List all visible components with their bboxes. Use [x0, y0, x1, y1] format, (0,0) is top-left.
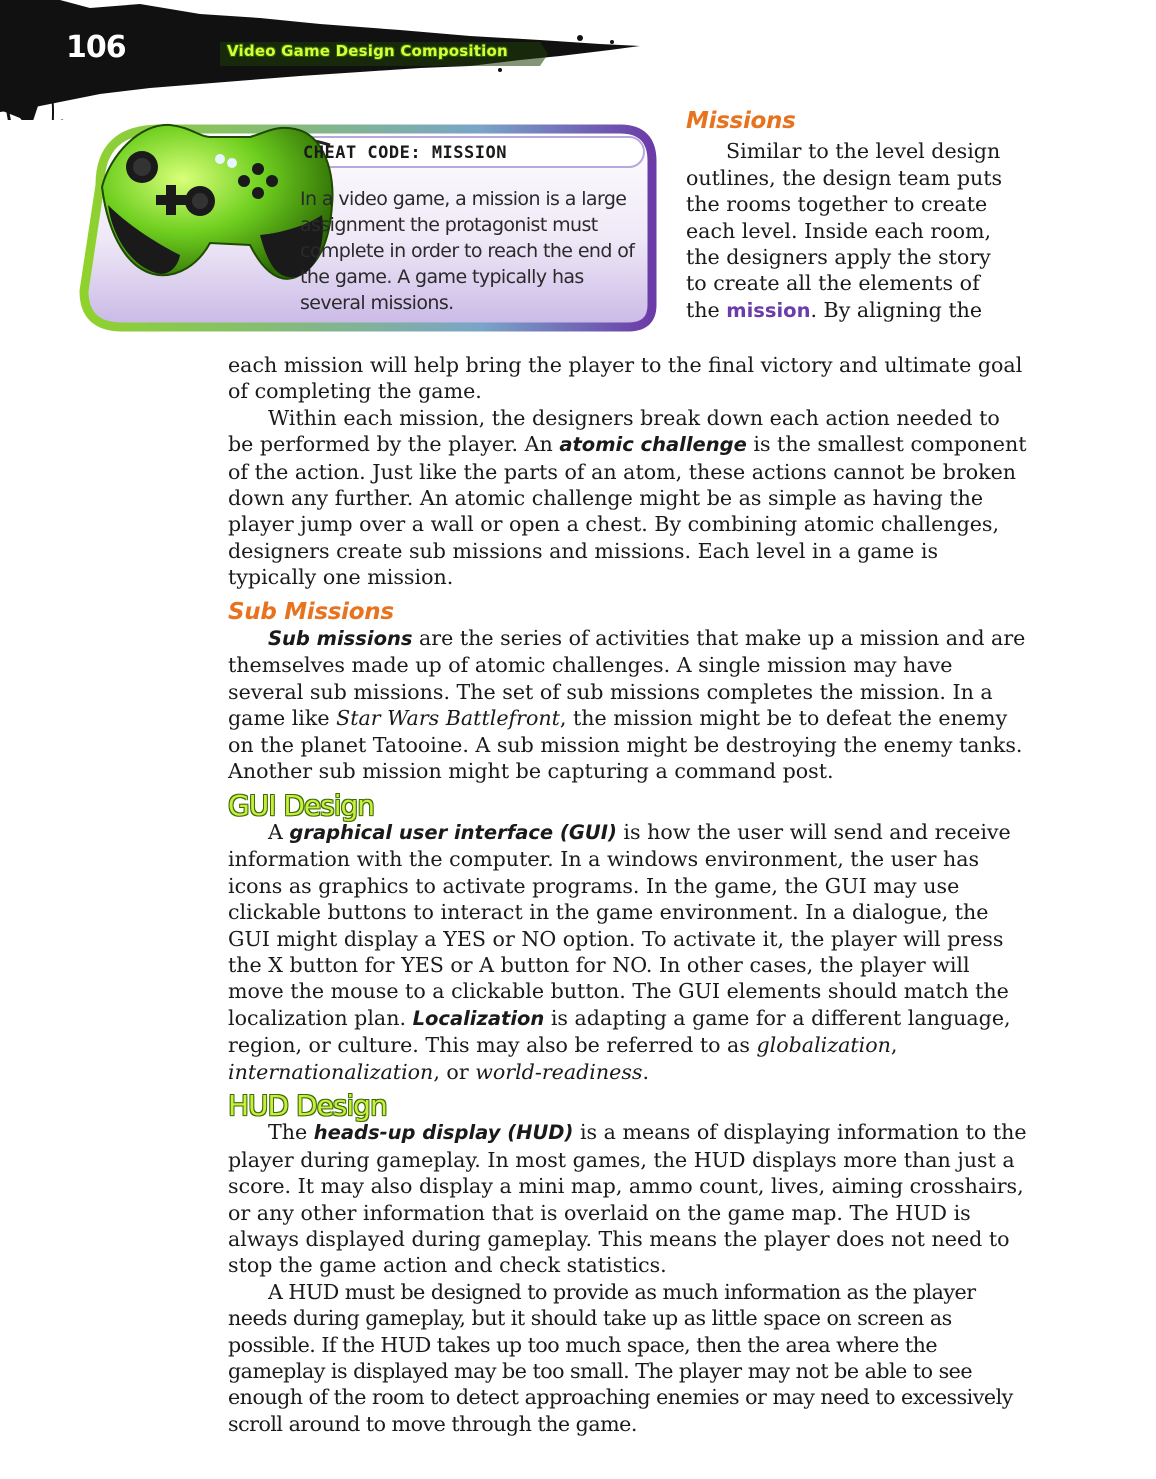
gui-paragraph — [228, 819, 1028, 1085]
atomic-challenge-keyword: atomic challenge — [559, 433, 747, 457]
cheat-code-title: CHEAT CODE: MISSION — [303, 143, 507, 163]
mission-keyword: mission — [726, 298, 811, 322]
page-number: 106 — [66, 30, 126, 65]
missions-p1-text-b: . By aligning the — [810, 297, 983, 322]
missions-p1-continued-text: each mission will help bring the player to the final victory and ultimate goal of completing the game. — [228, 353, 1023, 404]
missions-paragraph-1-continued — [228, 352, 1028, 405]
gui-sep-2: , or — [433, 1059, 476, 1084]
gui-text-b: is how the user will send and receive information with the computer. In a windows environment, the user has icons as graphics to activate programs. In the game, the GUI may use clickable buttons to interact in the game environment. In a dialogue, the GUI might display a YES or NO option. To activate it, the player will press the X button for YES or A button for NO. In other cases, the player will move the mouse to a clickable button. The GUI elements should match the localization plan. — [228, 819, 1011, 1030]
missions-paragraph-2 — [228, 405, 1028, 591]
sub-missions-paragraph — [228, 625, 1028, 784]
hud-text-a: The — [268, 1120, 314, 1145]
localization-keyword: Localization — [412, 1006, 545, 1030]
gui-design-heading: GUI Design — [228, 788, 375, 822]
hud-keyword: heads-up display (HUD) — [313, 1121, 574, 1145]
cheat-code-body: In a video game, a mission is a large assignment the protagonist must complete in order to reach the end of the game. A game typically has several missions. — [300, 188, 635, 314]
hud-design-heading: HUD Design — [228, 1088, 387, 1122]
world-readiness-term: world-readiness — [475, 1059, 643, 1084]
sub-missions-text-b: , the mission might be to defeat the enemy on the planet Tatooine. A sub mission might be destroying the enemy tanks. Another sub mission might be capturing a command post. — [228, 706, 1023, 784]
gui-keyword: graphical user interface (GUI) — [289, 820, 617, 844]
gui-text-c: is adapting a game for a different language, region, or culture. This may also be referred to as — [228, 1005, 1011, 1058]
globalization-term: globalization — [756, 1033, 891, 1058]
main-text-column — [228, 352, 1028, 1437]
gui-text-a: A — [268, 819, 290, 844]
hud-paragraph-1 — [228, 1119, 1028, 1278]
sub-missions-heading: Sub Missions — [228, 598, 394, 625]
chapter-title: Video Game Design Composition — [227, 42, 508, 60]
internationalization-term: internationalization — [228, 1059, 434, 1084]
game-title-italic: Star Wars Battlefront — [336, 706, 560, 731]
missions-p2-text-b: is the smallest component of the action. Just like the parts of an atom, these actions cannot be broken down any further. An atomic challenge might be as simple as having the player jump over a wall or open a chest. By combining atomic challenges, designers create sub missions and missions. Each level in a game is typically one mission. — [228, 432, 1027, 590]
missions-heading: Missions — [686, 108, 796, 134]
hud-paragraph-2: A HUD must be designed to provide as much information as the player needs during gameplay, but it should take up as little space on screen as possible. If the HUD takes up too much space, then the area where the gameplay is displayed may be too small. The player may not be able to see enough of the room to detect approaching enemies or may need to excessively scroll around to move through the game. — [228, 1279, 1013, 1436]
hud-text-b: is a means of displaying information to the player during gameplay. In most games, the HUD displays more than just a score. It may also display a mini map, ammo count, lives, aiming crosshairs, or any other information that is overlaid on the game map. The HUD is always displayed during gameplay. This means the player does not need to stop the game action and check statistics. — [228, 1120, 1027, 1278]
gui-sep-1: , — [890, 1033, 898, 1058]
missions-paragraph-1-start — [686, 138, 1016, 323]
sub-missions-keyword: Sub missions — [268, 627, 413, 651]
missions-p2-text-a: Within each mission, the designers break down each action needed to be performed by the player. An — [228, 405, 1000, 457]
gui-end: . — [642, 1059, 650, 1084]
missions-p1-text-a: Similar to the level design outlines, the design team puts the rooms together to create each level. Inside each room, the designers apply the story to create all the elements of the — [686, 139, 1003, 322]
missions-intro-column — [686, 108, 1016, 323]
sub-missions-text-a: are the series of activities that make up a mission and are themselves made up of atomic challenges. A single mission may have several sub missions. The set of sub missions completes the mission. In a game like — [228, 626, 1026, 731]
